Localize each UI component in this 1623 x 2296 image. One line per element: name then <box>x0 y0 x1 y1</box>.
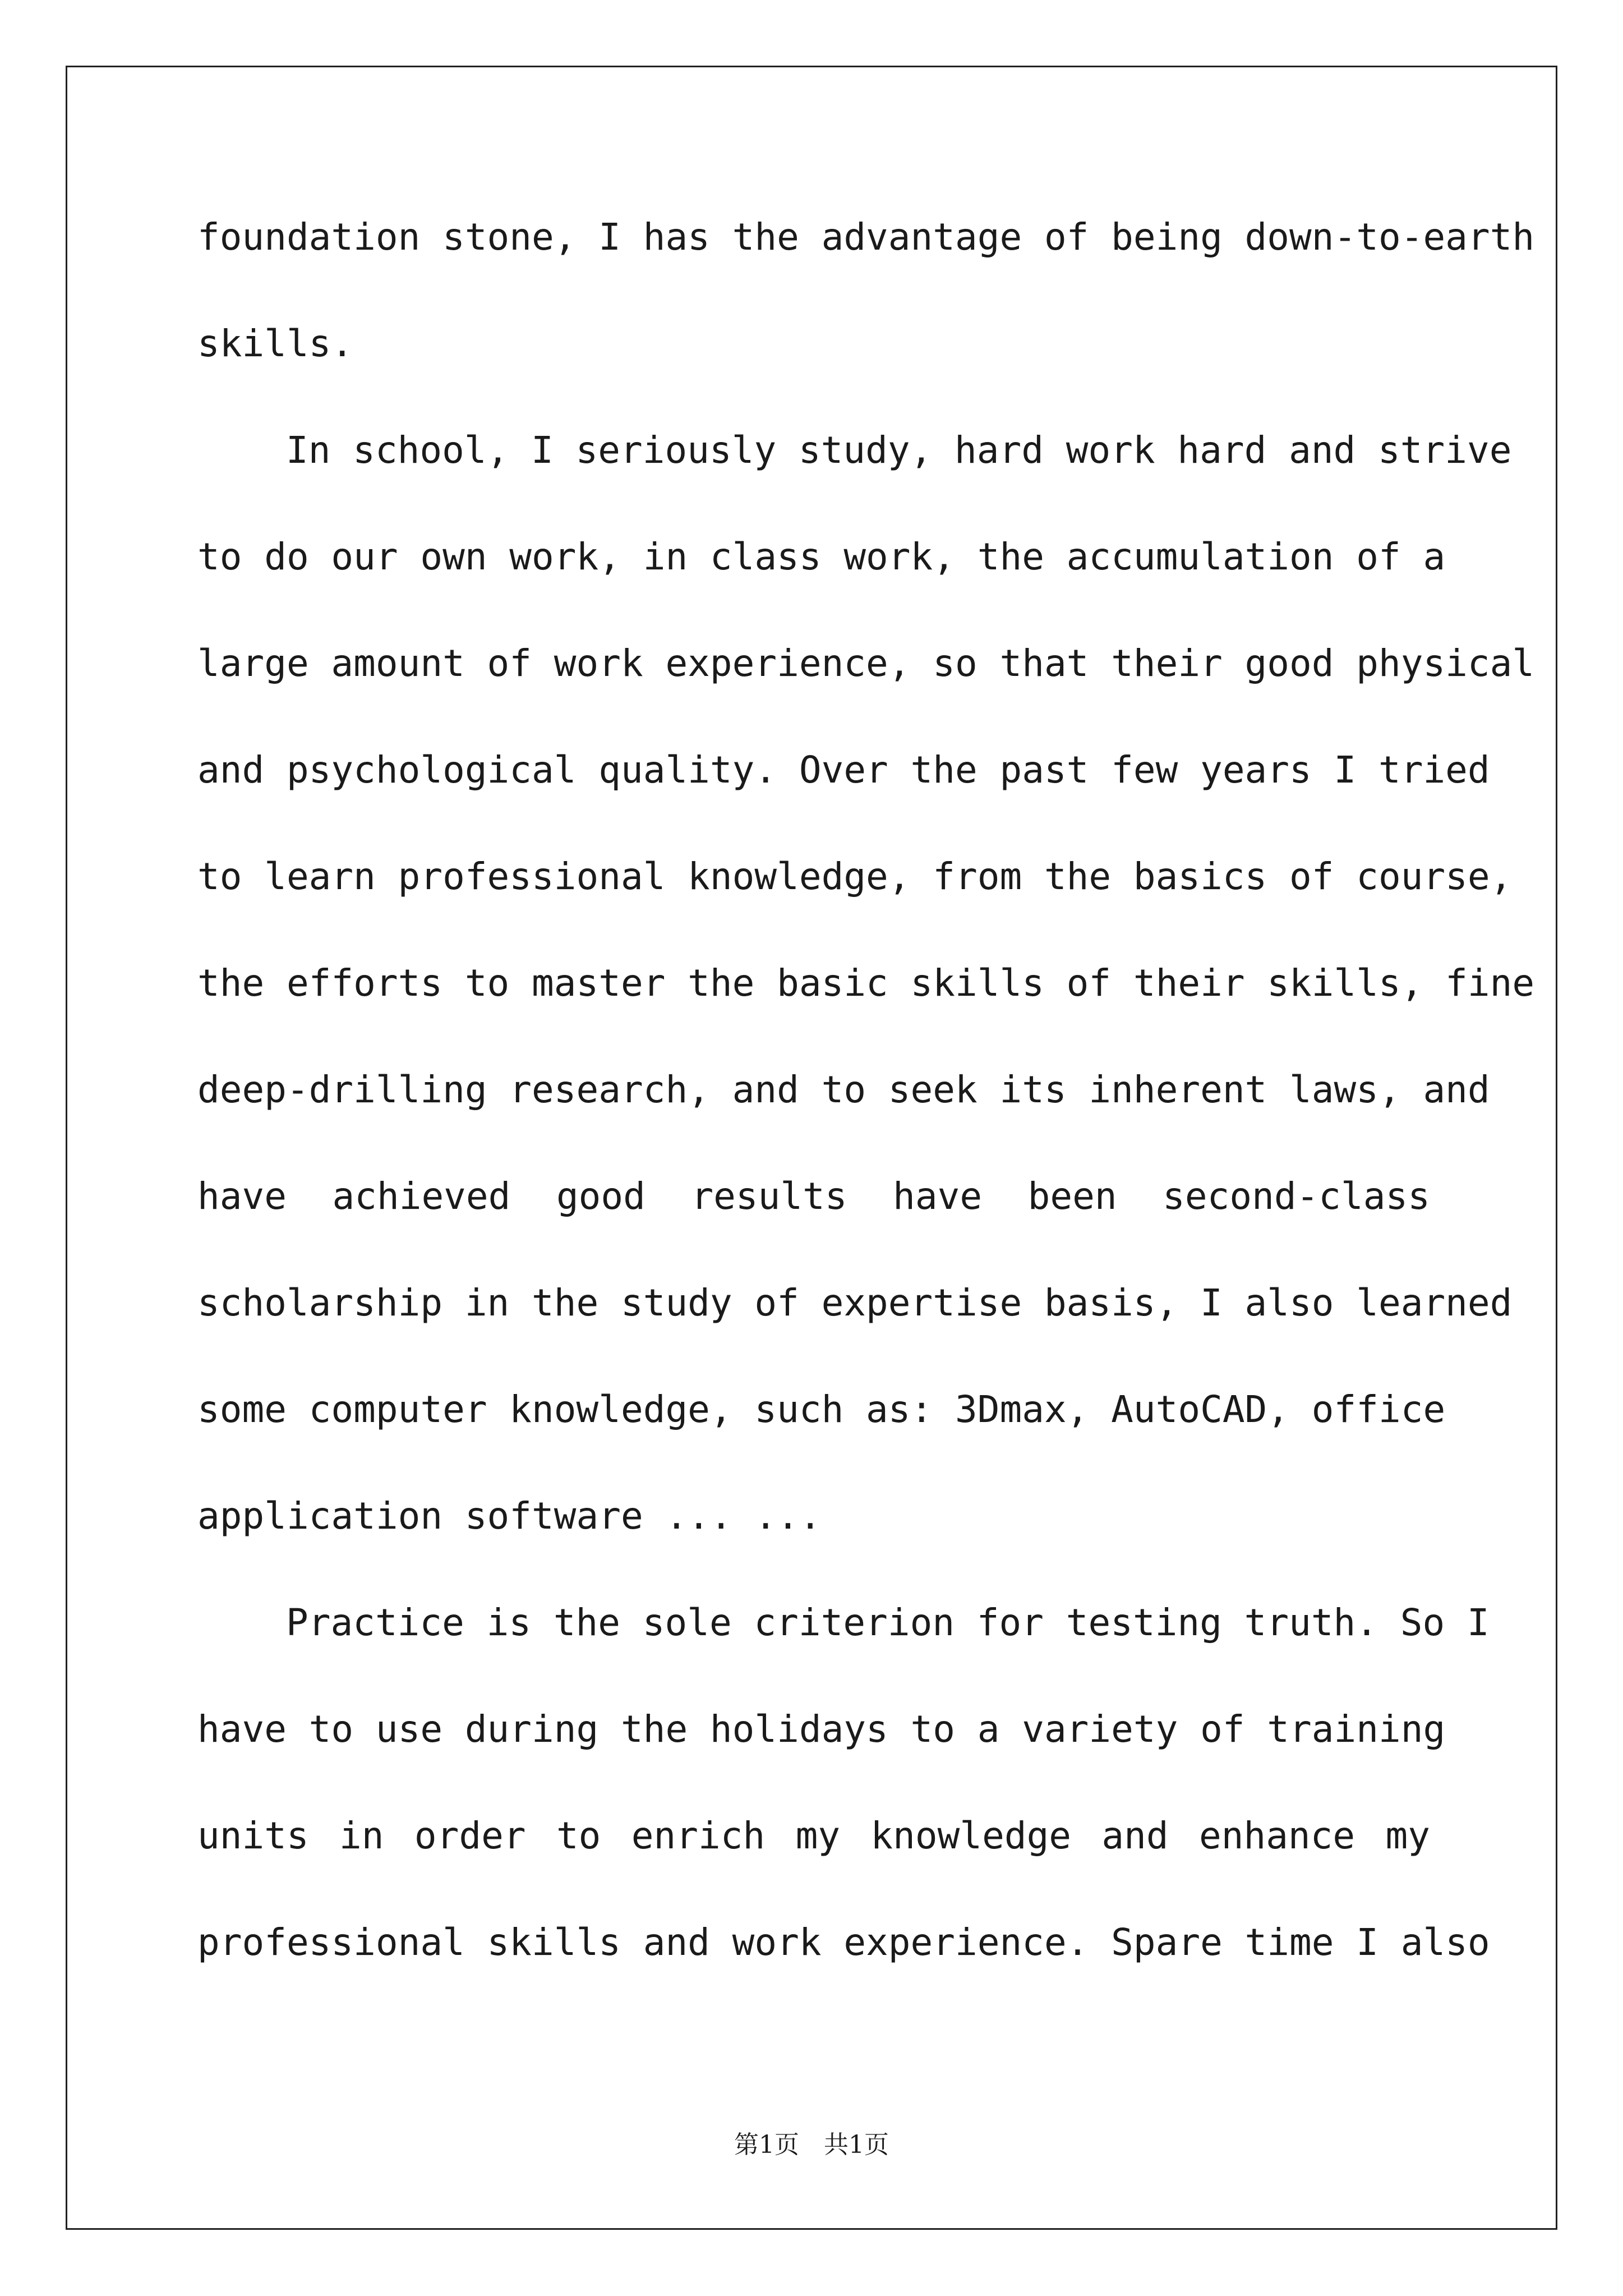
text-line: have achieved good results have been second-class <box>197 1175 1430 1218</box>
text-line: scholarship in the study of expertise basis, I also learned <box>197 1281 1513 1324</box>
text-line: the efforts to master the basic skills of their skills, fine <box>197 961 1535 1005</box>
text-line: application software ... ... <box>197 1494 822 1538</box>
text-line: some computer knowledge, such as: 3Dmax, AutoCAD, office <box>197 1388 1446 1431</box>
text-line: deep-drilling research, and to seek its inherent laws, and <box>197 1068 1490 1111</box>
text-line: have to use during the holidays to a variety of training <box>197 1708 1446 1751</box>
text-line: units in order to enrich my knowledge and enhance my <box>197 1814 1430 1857</box>
text-line: foundation stone, I has the advantage of being down-to-earth <box>197 215 1535 259</box>
text-line: professional skills and work experience. Spare time I also <box>197 1921 1490 1964</box>
paragraph-start-line: In school, I seriously study, hard work hard and strive <box>286 429 1512 472</box>
document-body <box>197 215 1535 2031</box>
text-line: and psychological quality. Over the past few years I tried <box>197 748 1490 792</box>
text-line: large amount of work experience, so that their good physical <box>197 642 1535 685</box>
text-line: to do our own work, in class work, the accumulation of a <box>197 535 1446 578</box>
text-line: skills. <box>197 322 354 365</box>
paragraph-start-line: Practice is the sole criterion for testing truth. So I <box>286 1601 1490 1644</box>
page-number-footer: 第1页 共1页 <box>734 2131 889 2159</box>
text-line: to learn professional knowledge, from the basics of course, <box>197 855 1513 898</box>
